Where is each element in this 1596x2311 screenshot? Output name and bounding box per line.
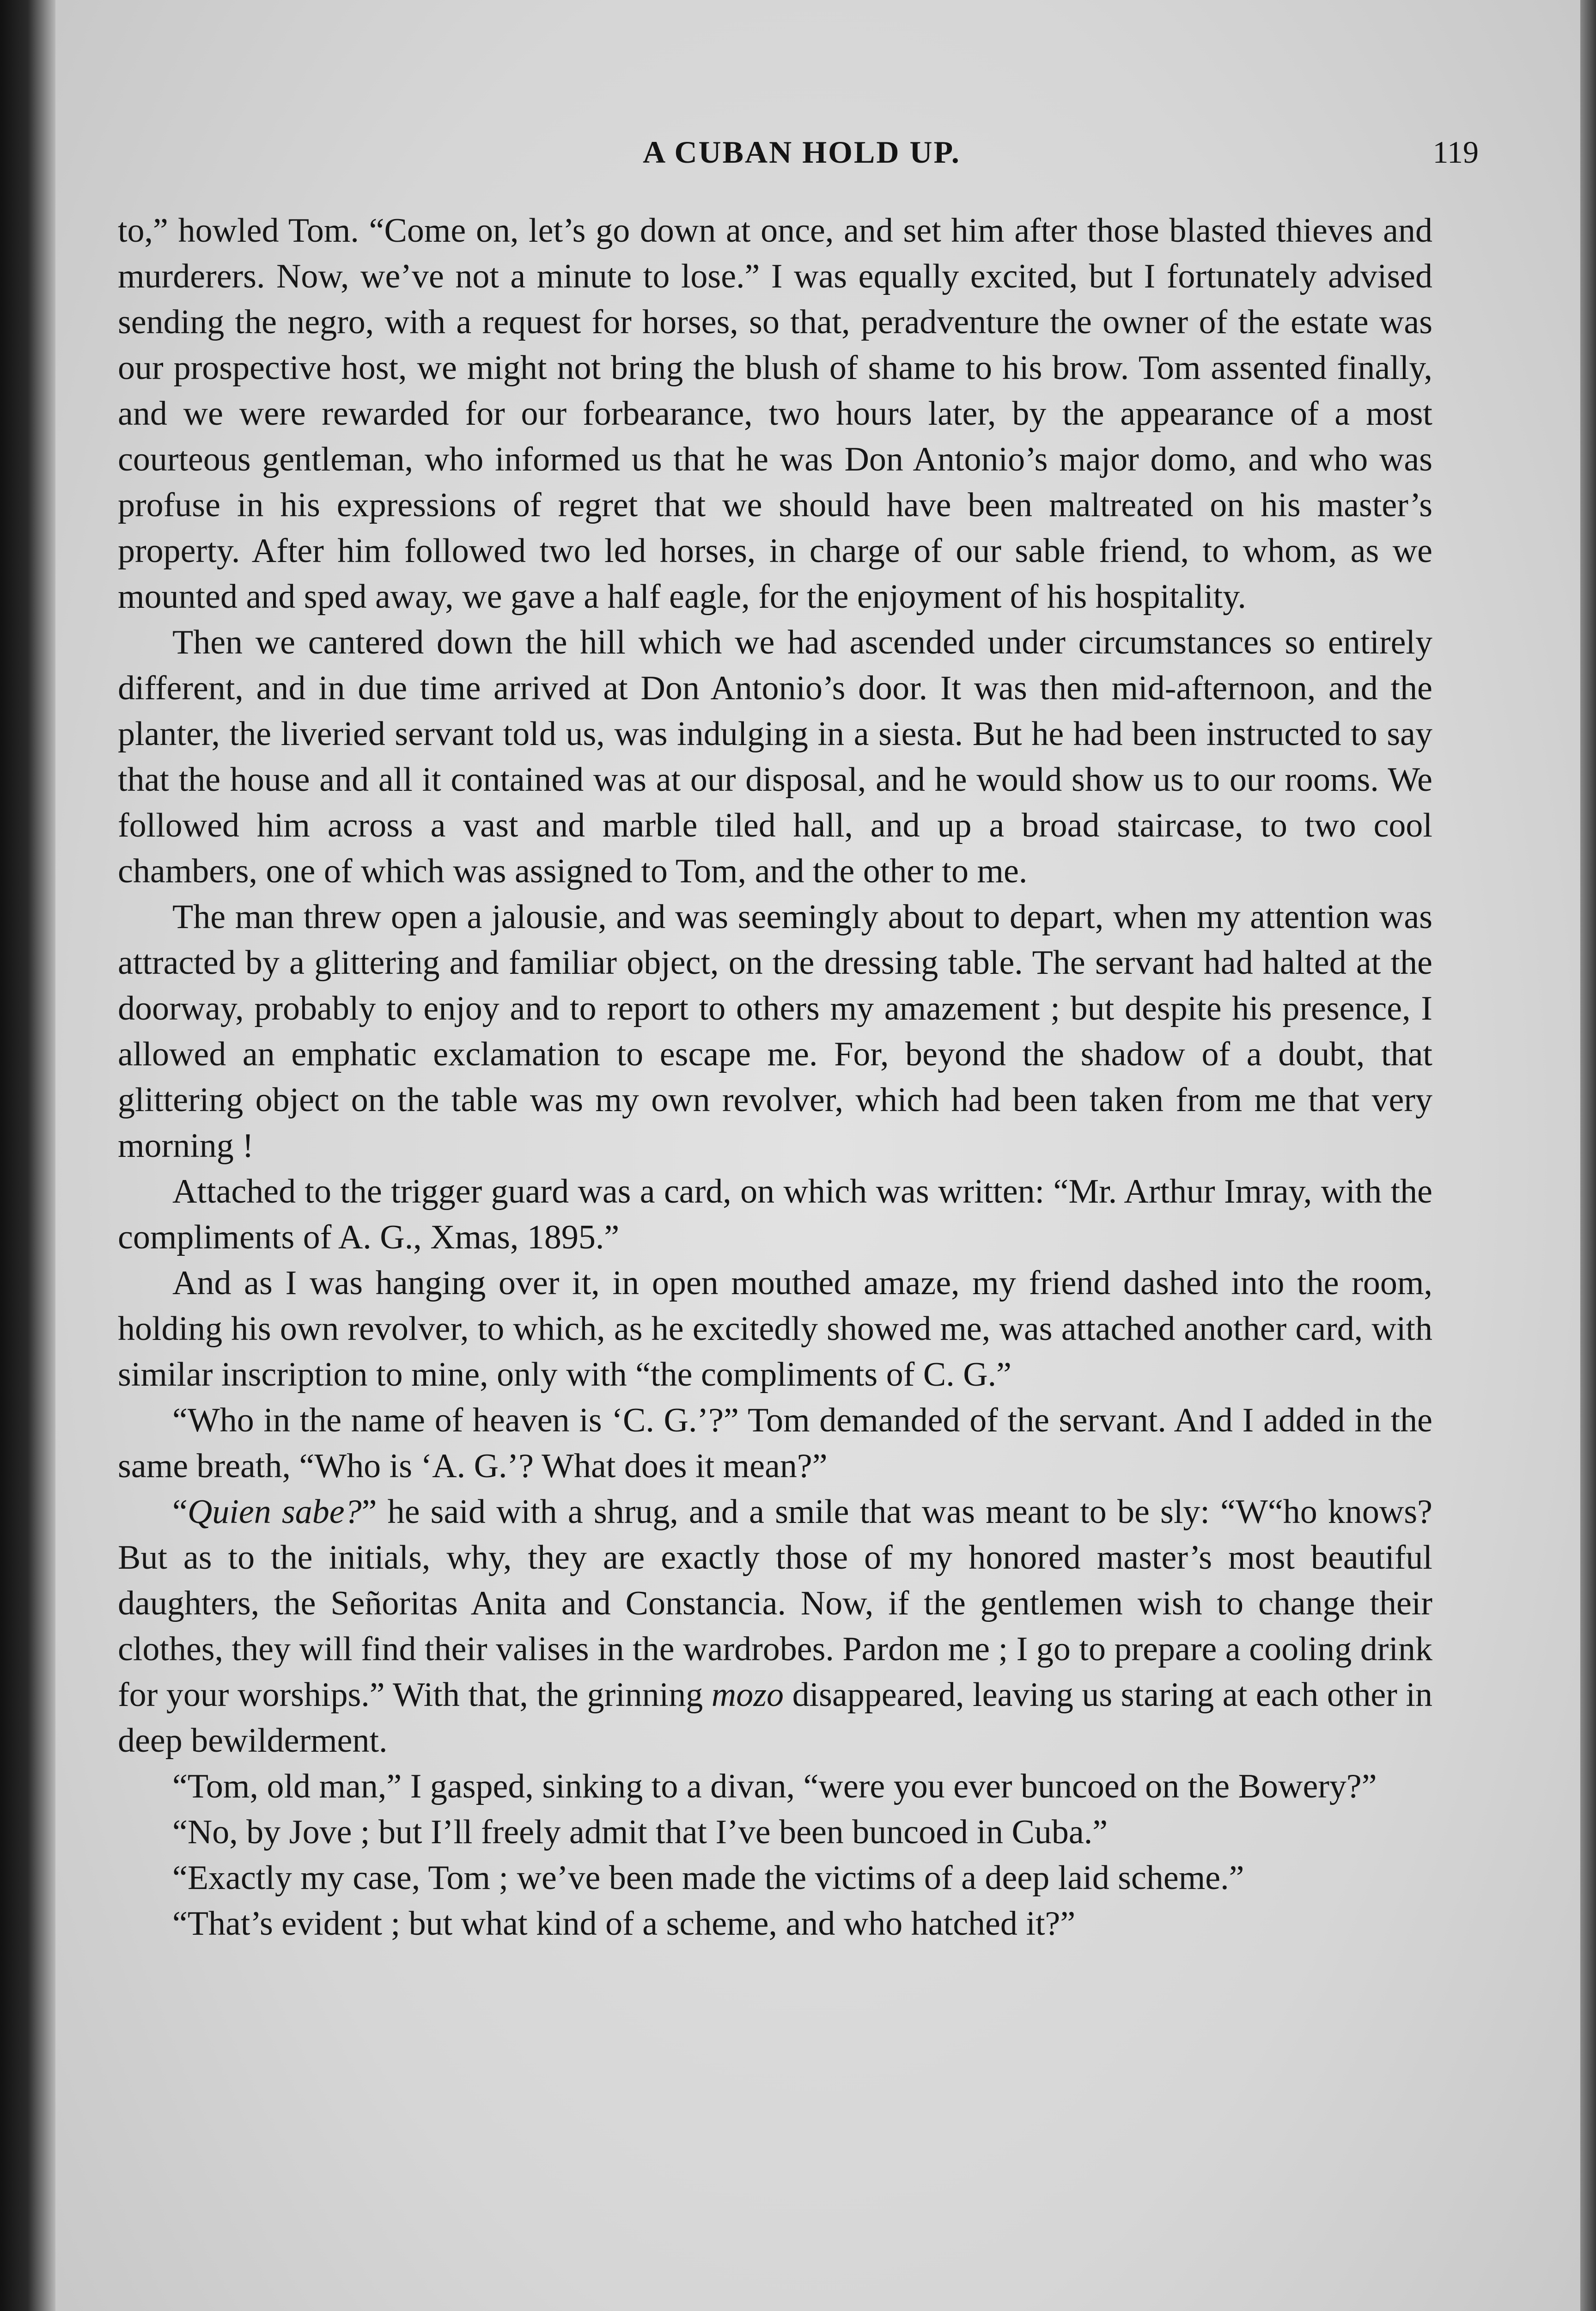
running-title: A CUBAN HOLD UP. [643,135,961,170]
paragraph-3: The man threw open a jalousie, and was seemingly about to depart, when my attention was attracted by a glittering and familiar object, on the dressing table. The servant had halted at the doorway, probably to enjoy and to report to others my amazement ; but despite his presence, I allowed an emphatic exclamation to escape me. For, beyond the shadow of a doubt, that glittering object on the table was my own revolver, which had been taken from me that very morning ! [118,898,1432,1165]
paragraph-6: “Who in the name of heaven is ‘C. G.’?” Tom demanded of the servant. And I added in the same breath, “Who is ‘A. G.’? What does it mean?” [118,1401,1432,1485]
paragraph-11: “That’s evident ; but what kind of a scheme, and who hatched it?” [172,1905,1076,1943]
paragraph-8: “Tom, old man,” I gasped, sinking to a divan, “were you ever buncoed on the Bowery?” [172,1767,1377,1805]
paragraph-10: “Exactly my case, Tom ; we’ve been made the victims of a deep laid scheme.” [172,1859,1244,1897]
paragraph-2: Then we cantered down the hill which we had ascended under circumstances so entirely different, and in due time arrived at Don Antonio’s door. It was then mid-afternoon, and the planter, the liveried servant told us, was indulging in a siesta. But he had been instructed to say that the house and all it contained was at our disposal, and he would show us to our rooms. We followed him across a vast and marble tiled hall, and up a broad staircase, to two cool chambers, one of which was assigned to Tom, and the other to me. [118,624,1432,890]
paragraph-5: And as I was hanging over it, in open mouthed amaze, my friend dashed into the room, holding his own revolver, to which, as he excitedly showed me, was attached another card, with similar inscription to mine, only with “the compliments of C. G.” [118,1264,1432,1394]
page-header [125,134,1479,185]
paragraph-7 [118,1489,1432,1764]
body-text [118,208,1432,1947]
page-number: 119 [1432,135,1479,170]
paragraph-9: “No, by Jove ; but I’ll freely admit that I’ve been buncoed in Cuba.” [172,1813,1108,1851]
paragraph-4: Attached to the trigger guard was a card, on which was written: “Mr. Arthur Imray, with the compliments of A. G., Xmas, 1895.” [118,1173,1432,1256]
paragraph-1: to,” howled Tom. “Come on, let’s go down at once, and set him after those blasted thieves and murderers. Now, we’ve not a minute to lose.” I was equally excited, but I fortunately advised sending the negro, with a request for horses, so that, peradventure the owner of the estate was our prospective host, we might not bring the blush of shame to his brow. Tom assented finally, and we were rewarded for our forbearance, two hours later, by the appearance of a most courteous gentleman, who informed us that he was Don Antonio’s major domo, and who was profuse in his expressions of regret that we should have been maltreated on his master’s property. After him followed two led horses, in charge of our sable friend, to whom, as we mounted and sped away, we gave a half eagle, for the enjoyment of his hospitality. [118,212,1432,616]
book-page [55,0,1580,2311]
paragraph-7-rest: “ho knows? But as to the initials, why, they are exactly those of my honored master’s most beautiful daughters, the Señoritas Anita and Constancia. Now, if the gentlemen wish to change their clothes, they will find their valises in the wardrobes. Pardon me ; I go to prepare a cooling drink for your worships.” With that, the grinning mozo disappeared, leaving us staring at each other in deep bewilderment. [118,1493,1432,1760]
quien-sabe-phrase: Quien sabe? [187,1493,362,1531]
quote-open: “ [172,1493,188,1531]
quote-after: ” he said with a shrug, and a smile that was meant to be sly: “W [361,1493,1268,1531]
mozo-word: mozo [711,1676,784,1714]
